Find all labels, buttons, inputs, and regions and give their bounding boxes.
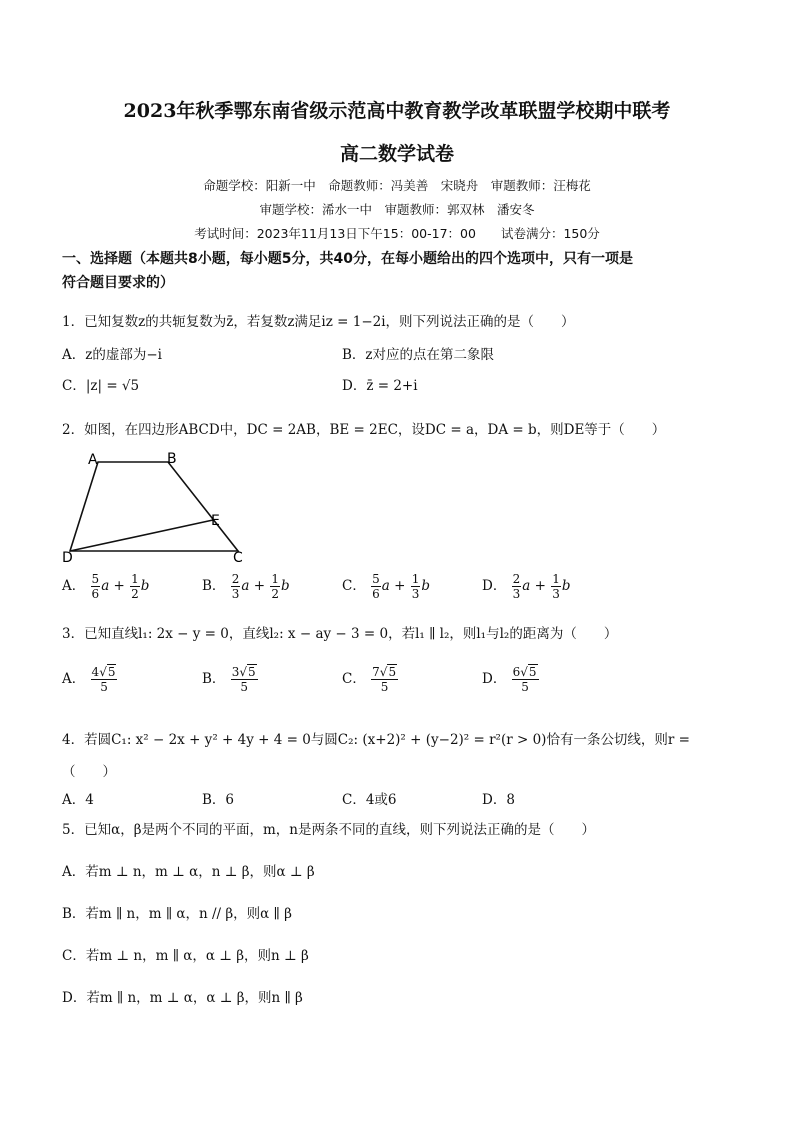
vertex-label-c: C [233,550,243,566]
q4-option-b: B．6 [202,792,235,808]
section-heading-line1: 一、选择题（本题共8小题，每小题5分，共40分，在每小题给出的四个选项中，只有一项是 [62,251,633,267]
q2-option-b: B． $\frac{2}{3}$ a + $\frac{1}{2}$ b [202,572,290,601]
segment-de [70,520,213,551]
q4-option-c: C．4或6 [342,792,397,808]
q1-stem: 1．已知复数z的共轭复数为z̄，若复数z满足iz = 1−2i，则下列说法正确的是（ ） [62,314,575,330]
q2-option-c: C． $\frac{5}{6}$ a + $\frac{1}{3}$ b [342,572,431,601]
vertex-label-a: A [88,452,98,468]
exam-info-line2: 审题学校：浠水一中 审题教师：郭双林 潘安冬 [259,202,535,217]
quadrilateral-figure [58,448,258,568]
q1-option-d: D．z̄ = 2+i [342,378,418,394]
exam-title: 2023年秋季鄂东南省级示范高中教育教学改革联盟学校期中联考 [123,100,671,122]
exam-subtitle: 高二数学试卷 [339,143,454,165]
quadrilateral-abcd [70,462,238,551]
q4-option-a: A．4 [62,792,94,808]
section-heading-line2: 符合题目要求的） [62,275,174,291]
q1-option-a: A．z的虚部为−i [62,347,162,363]
q3-stem: 3．已知直线l₁: 2x − y = 0，直线l₂: x − ay − 3 = 0，若l₁ ∥ l₂，则l₁与l₂的距离为（ ） [62,626,618,642]
q4-option-d: D．8 [482,792,515,808]
q1-option-b: B．z对应的点在第二象限 [342,347,495,363]
q3-option-d: D． $\frac{6√5}{5}$ [482,665,537,694]
q3-option-c: C． $\frac{7√5}{5}$ [342,665,397,694]
q4-stem-line2: （ ） [62,764,116,780]
q5-option-d: D．若m ∥ n，m ⊥ α，α ⊥ β，则n ∥ β [62,990,303,1006]
q2-option-d: D． $\frac{2}{3}$ a + $\frac{1}{3}$ b [482,572,571,601]
exam-info-line1: 命题学校：阳新一中 命题教师：冯美善 宋晓舟 审题教师：汪梅花 [203,178,591,193]
q5-option-b: B．若m ∥ n，m ∥ α，n // β，则α ∥ β [62,906,292,922]
q4-stem-line1: 4．若圆C₁: x² − 2x + y² + 4y + 4 = 0与圆C₂: (x+2)² + (y−2)² = r²(r > 0)恰有一条公切线，则r = [62,732,690,748]
q5-stem: 5．已知α，β是两个不同的平面，m，n是两条不同的直线，则下列说法正确的是（ ） [62,822,596,838]
vertex-label-b: B [167,451,177,467]
exam-info-line3: 考试时间：2023年11月13日下午15：00-17：00 试卷满分：150分 [194,226,600,241]
q3-option-a: A． $\frac{4√5}{5}$ [62,665,116,694]
q3-option-b: B． $\frac{3√5}{5}$ [202,665,256,694]
q1-option-c: C．|z| = √5 [62,378,140,394]
vertex-label-e: E [211,513,220,529]
q5-option-c: C．若m ⊥ n，m ∥ α，α ⊥ β，则n ⊥ β [62,948,309,964]
vertex-label-d: D [62,550,73,566]
q2-stem: 2．如图，在四边形ABCD中，DC = 2AB，BE = 2EC，设DC = a，DA = b，则DE等于（ ） [62,422,666,438]
q2-option-a: A． $\frac{5}{6}$ a + $\frac{1}{2}$ b [62,572,150,601]
q5-option-a: A．若m ⊥ n，m ⊥ α，n ⊥ β，则α ⊥ β [62,864,315,880]
